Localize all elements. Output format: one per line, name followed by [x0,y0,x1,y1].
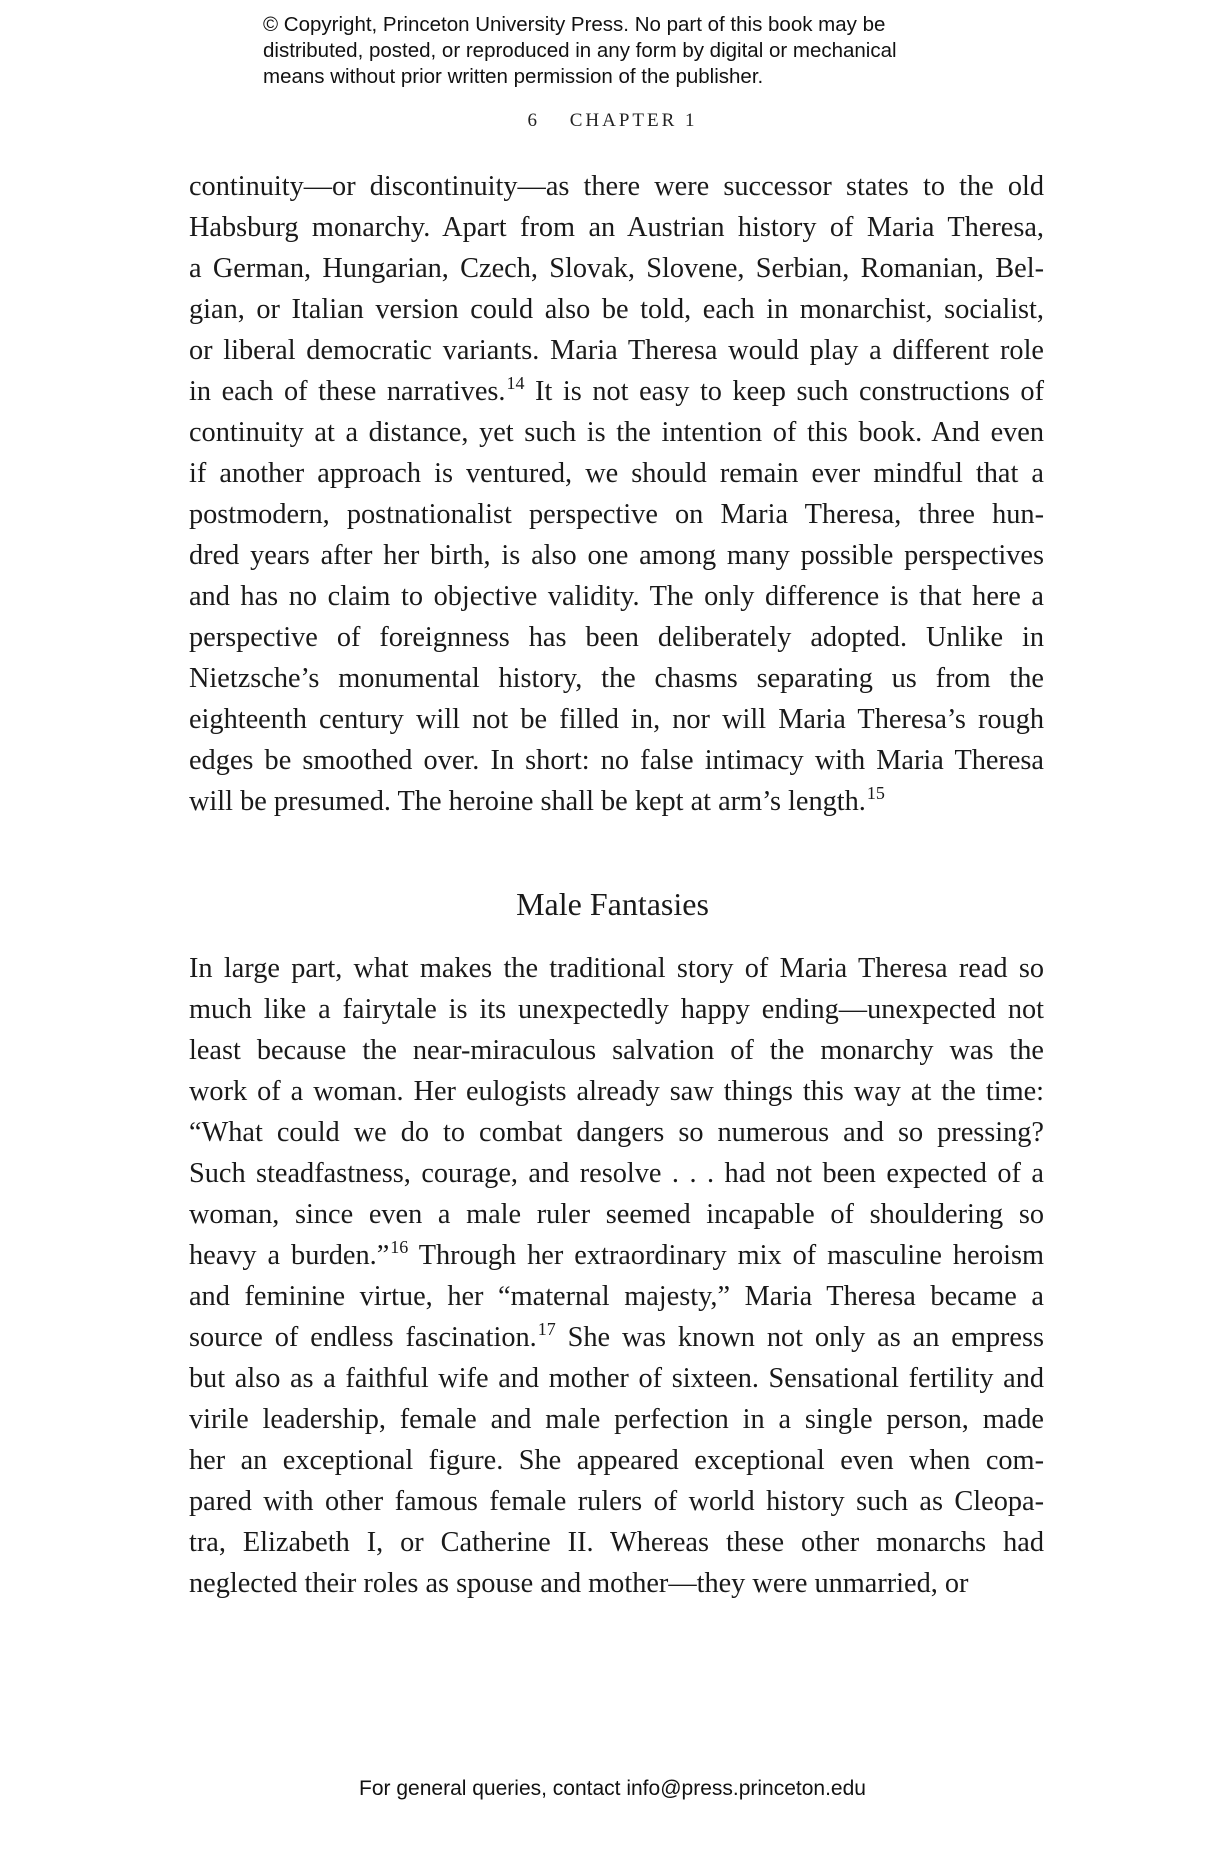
text-line: edges be smoothed over. In short: no false intimacy with Maria Theresa [189,745,1044,776]
copyright-line: © Copyright, Princeton University Press. No part of this book may be [263,13,886,36]
text-line: much like a fairytale is its unexpectedly happy ending—unexpected not [189,994,1044,1025]
text-line: work of a woman. Her eulogists already saw things this way at the time: [189,1076,1044,1107]
text-line: and feminine virtue, her “maternal majesty,” Maria Theresa became a [189,1281,1044,1312]
text-line: “What could we do to combat dangers so numerous and so pressing? [189,1117,1044,1148]
footer-contact: For general queries, contact info@press.princeton.edu [359,1777,866,1800]
footnote-marker: 14 [506,373,525,393]
chapter-label: CHAPTER 1 [569,110,698,131]
text-line: heavy a burden.”$^{16}$ Through her extraordinary mix of masculine heroism [189,1237,1045,1271]
text-line: least because the near-miraculous salvation of the monarchy was the [189,1035,1044,1066]
text-line: will be presumed. The heroine shall be kept at arm’s length.$^{15}$ [189,783,885,817]
text-line: and has no claim to objective validity. The only difference is that here a [189,581,1044,612]
text-line: in each of these narratives.$^{14}$ It is not easy to keep such constructions of [189,373,1044,407]
paragraph-1 [189,166,1044,822]
footnote-marker: 16 [390,1237,409,1257]
text-line: source of endless fascination.$^{17}$ She was known not only as an empress [189,1319,1044,1353]
text-line: virile leadership, female and male perfection in a single person, made [189,1404,1044,1435]
text-line: if another approach is ventured, we should remain ever mindful that a [189,458,1044,489]
text-line: a German, Hungarian, Czech, Slovak, Slovene, Serbian, Romanian, Bel- [189,253,1044,284]
text-line: In large part, what makes the traditional story of Maria Theresa read so [189,953,1044,984]
text-line: perspective of foreignness has been deliberately adopted. Unlike in [189,622,1044,653]
text-line: continuity at a distance, yet such is the intention of this book. And even [189,417,1044,448]
text-line: Habsburg monarchy. Apart from an Austrian history of Maria Theresa, [189,212,1044,243]
copyright-line: distributed, posted, or reproduced in any form by digital or mechanical [263,39,897,62]
text-line: Such steadfastness, courage, and resolve . . . had not been expected of a [189,1158,1044,1189]
page-number: 6 [527,110,540,131]
copyright-line: means without prior written permission of the publisher. [263,65,764,88]
text-line: Nietzsche’s monumental history, the chasms separating us from the [189,663,1044,694]
text-line: pared with other famous female rulers of world history such as Cleopa- [189,1486,1044,1517]
text-line: woman, since even a male ruler seemed incapable of shouldering so [189,1199,1044,1230]
text-line: gian, or Italian version could also be told, each in monarchist, socialist, [189,294,1044,325]
text-line: tra, Elizabeth I, or Catherine II. Whereas these other monarchs had [189,1527,1044,1558]
footnote-marker: 15 [866,783,885,803]
section-heading: Male Fantasies [516,886,709,922]
text-line: or liberal democratic variants. Maria Theresa would play a different role [189,335,1044,366]
paragraph-2 [189,948,1044,1604]
text-line: but also as a faithful wife and mother of sixteen. Sensational fertility and [189,1363,1044,1394]
text-line: postmodern, postnationalist perspective on Maria Theresa, three hun- [189,499,1044,530]
running-head [0,110,1225,132]
text-line: her an exceptional figure. She appeared exceptional even when com- [189,1445,1044,1476]
copyright-notice [263,12,1003,90]
footnote-marker: 17 [537,1319,556,1339]
text-line: continuity—or discontinuity—as there were successor states to the old [189,171,1044,202]
text-line: neglected their roles as spouse and mother—they were unmarried, or [189,1568,969,1599]
text-line: dred years after her birth, is also one among many possible perspectives [189,540,1044,571]
text-line: eighteenth century will not be filled in, nor will Maria Theresa’s rough [189,704,1044,735]
